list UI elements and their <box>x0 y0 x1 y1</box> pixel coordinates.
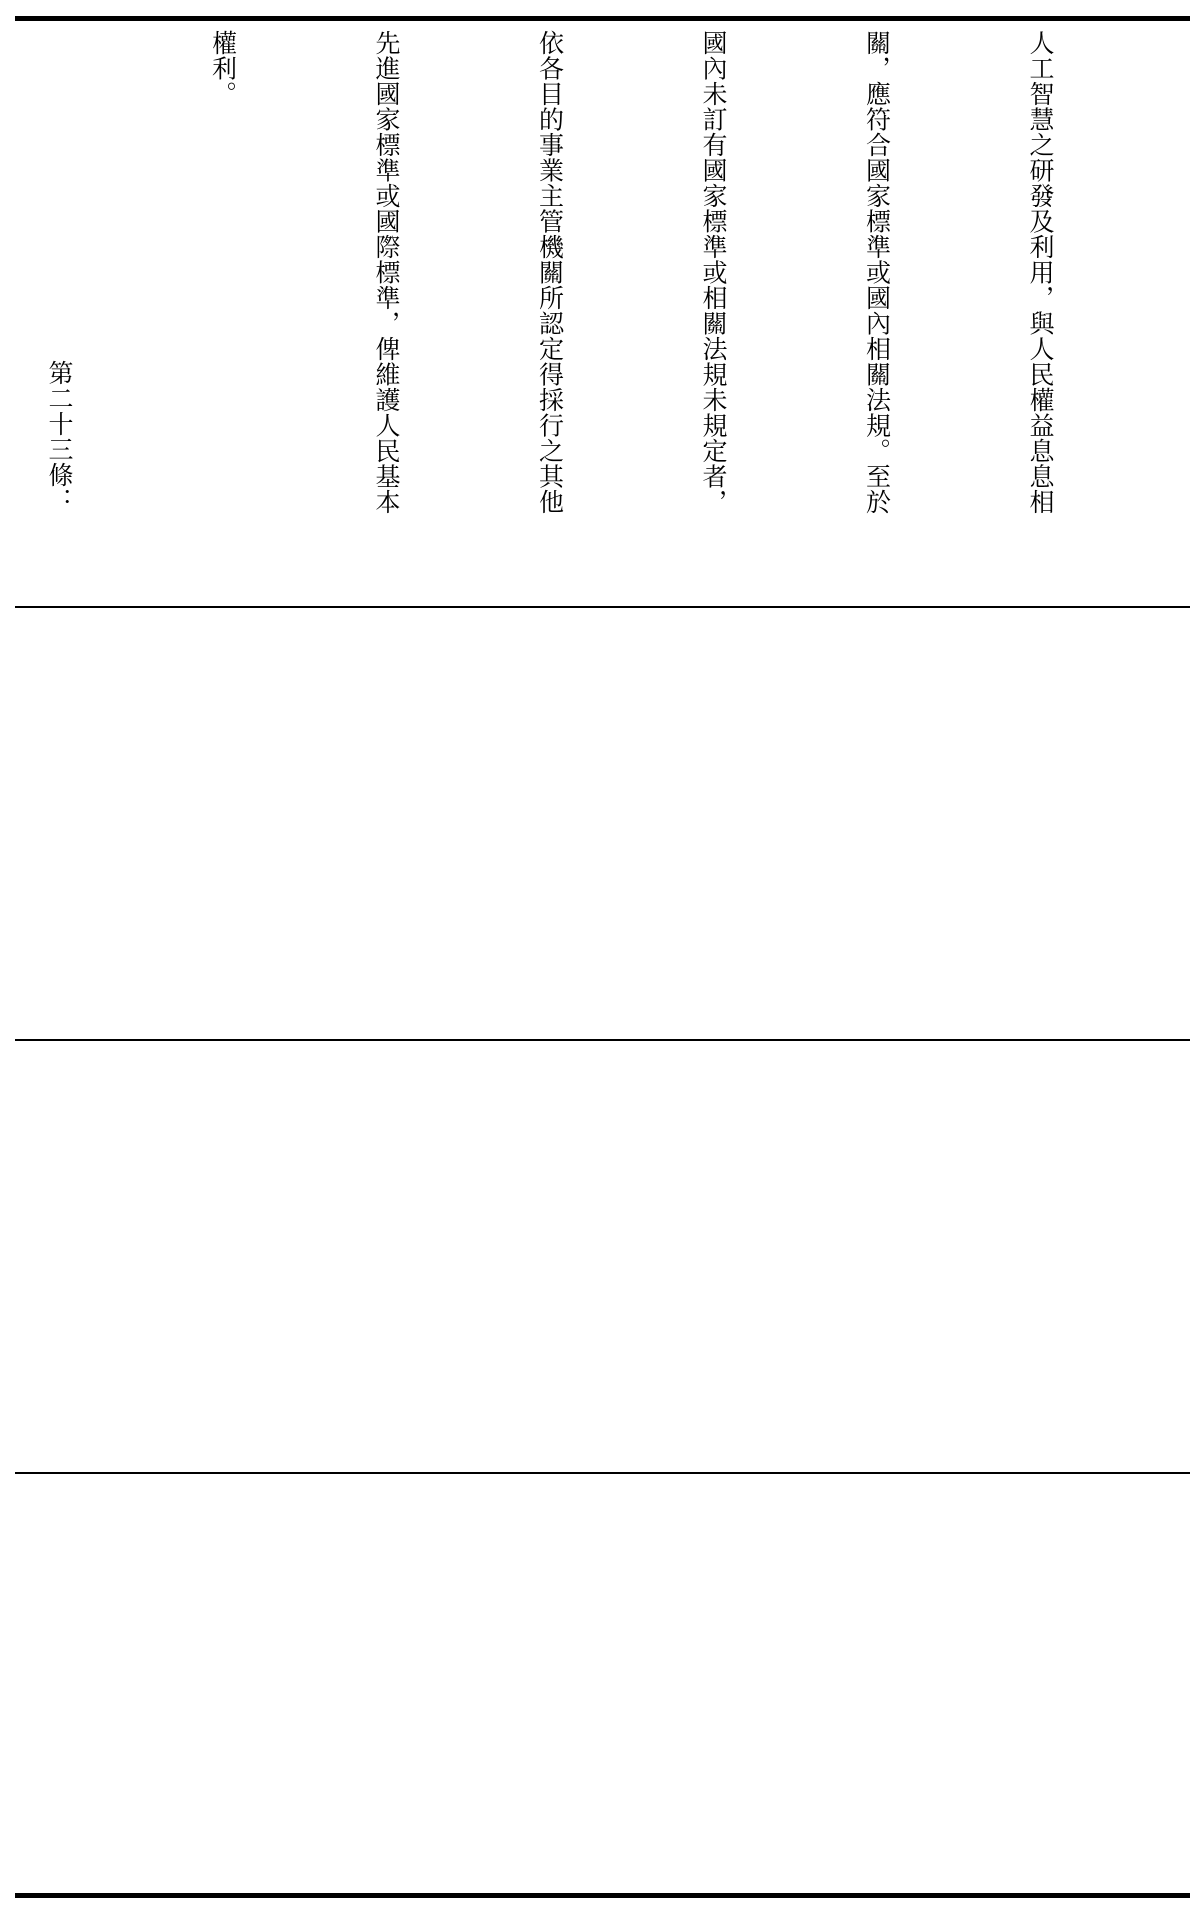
text-line: 人工智慧之研發及利用，與人民權益息息相 <box>1026 30 1055 515</box>
text-line: 權利。 <box>208 30 238 107</box>
vertical-text-block <box>0 30 1176 600</box>
text-line: 先進國家標準或國際標準，俾維護人民基本 <box>372 30 401 515</box>
bottom-border-rule <box>15 1893 1190 1898</box>
top-border-rule <box>15 16 1190 21</box>
article-heading: 第二十三條： <box>45 360 74 513</box>
text-line: 關，應符合國家標準或國內相關法規。至於 <box>862 30 892 515</box>
text-line: 依各目的事業主管機關所認定得採行之其他 <box>535 30 565 515</box>
section-divider <box>15 1472 1190 1474</box>
section-divider <box>15 606 1190 608</box>
text-line: 國內未訂有國家標準或相關法規未規定者， <box>699 30 728 515</box>
section-divider <box>15 1039 1190 1041</box>
